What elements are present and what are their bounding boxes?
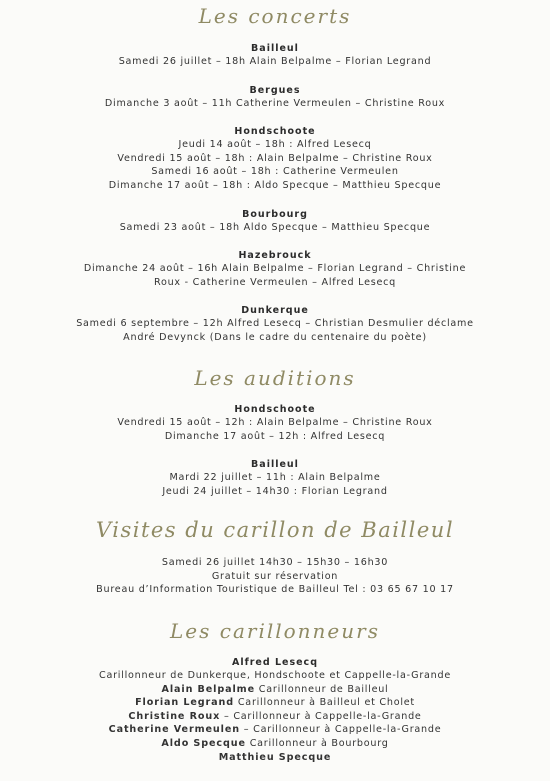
audition-line: Mardi 22 juillet – 11h : Alain Belpalme bbox=[169, 472, 381, 483]
concert-line: Dimanche 17 août – 18h : Aldo Specque – Matthieu Specque bbox=[108, 179, 442, 191]
town-name: Bailleul bbox=[251, 459, 299, 470]
concert-line: Roux - Catherine Vermeulen – Alfred Lesecq bbox=[154, 276, 396, 288]
concert-line: Samedi 6 septembre – 12h Alfred Lesecq – Christian Desmulier déclame bbox=[76, 318, 474, 329]
carillonneur-name: Aldo Specque bbox=[161, 737, 246, 749]
carillonneur-desc: Carillonneur à Bailleul et Cholet bbox=[234, 697, 415, 709]
town-name: Hazebrouck bbox=[238, 250, 312, 261]
carillonneur-desc: Carillonneur de Dunkerque, Hondschoote et Cappelle-la-Grande bbox=[99, 670, 451, 681]
concert-group-bergues bbox=[0, 84, 550, 111]
carillonneurs-list bbox=[0, 656, 550, 764]
audition-group-bailleul bbox=[0, 458, 550, 498]
carillonneur-name: Christine Roux bbox=[128, 710, 221, 722]
carillonneurs-title: Les carillonneurs bbox=[170, 619, 380, 643]
town-name: Bergues bbox=[249, 85, 301, 96]
concert-line: Samedi 26 juillet – 18h Alain Belpalme – Florian Legrand bbox=[118, 56, 432, 67]
town-name: Hondschoote bbox=[234, 404, 316, 415]
carillonneur-desc: – Carillonneur à Cappelle-la-Grande bbox=[239, 724, 442, 736]
carillonneur-entry bbox=[0, 683, 550, 697]
visites-info bbox=[0, 556, 550, 597]
carillonneur-entry bbox=[0, 696, 550, 710]
concert-group-bourbourg bbox=[0, 208, 550, 235]
audition-line: Vendredi 15 août – 12h : Alain Belpalme – Christine Roux bbox=[117, 417, 433, 428]
carillonneur-entry bbox=[0, 710, 550, 724]
concert-group-dunkerque bbox=[0, 304, 550, 344]
concert-line: Vendredi 15 août – 18h : Alain Belpalme – Christine Roux bbox=[117, 152, 433, 164]
audition-group-hondschoote bbox=[0, 403, 550, 443]
concert-line: Dimanche 3 août – 11h Catherine Vermeulen – Christine Roux bbox=[104, 98, 446, 109]
town-name: Dunkerque bbox=[241, 305, 309, 316]
concert-line: Samedi 16 août – 18h : Catherine Vermeulen bbox=[151, 166, 399, 178]
carillonneur-entry bbox=[0, 751, 550, 765]
audition-line: Dimanche 17 août – 12h : Alfred Lesecq bbox=[164, 430, 386, 442]
concert-line: André Devynck (Dans le cadre du centenaire du poète) bbox=[123, 331, 427, 343]
concert-group-hazebrouck bbox=[0, 249, 550, 289]
carillonneur-name: Matthieu Specque bbox=[218, 751, 332, 763]
visite-line: Bureau d’Information Touristique de Bailleul Tel : 03 65 67 10 17 bbox=[96, 584, 454, 596]
carillonneur-name: Florian Legrand bbox=[135, 697, 235, 709]
concert-line: Samedi 23 août – 18h Aldo Specque – Matthieu Specque bbox=[119, 222, 431, 233]
town-name: Bourbourg bbox=[242, 209, 308, 220]
carillonneur-entry bbox=[0, 737, 550, 751]
carillonneur-desc: Carillonneur de Bailleul bbox=[255, 683, 389, 695]
town-name: Hondschoote bbox=[234, 126, 316, 137]
auditions-title: Les auditions bbox=[194, 366, 356, 390]
carillonneur-desc: – Carillonneur à Cappelle-la-Grande bbox=[220, 710, 422, 722]
audition-line: Jeudi 24 juillet – 14h30 : Florian Legrand bbox=[162, 485, 388, 497]
concert-line: Dimanche 24 août – 16h Alain Belpalme – Florian Legrand – Christine bbox=[83, 263, 467, 274]
carillonneur-name: Alain Belpalme bbox=[161, 683, 255, 695]
visites-title: Visites du carillon de Bailleul bbox=[95, 518, 455, 542]
carillonneur-name: Alfred Lesecq bbox=[231, 657, 318, 668]
visite-line: Samedi 26 juillet 14h30 – 15h30 – 16h30 bbox=[161, 557, 389, 568]
carillonneur-entry bbox=[0, 723, 550, 737]
concert-line: Jeudi 14 août – 18h : Alfred Lesecq bbox=[178, 139, 372, 150]
concerts-title: Les concerts bbox=[198, 4, 352, 28]
carillonneur-desc: Carillonneur à Bourbourg bbox=[245, 737, 389, 749]
concert-group-hondschoote bbox=[0, 125, 550, 192]
town-name: Bailleul bbox=[251, 43, 299, 54]
concert-group-bailleul bbox=[0, 42, 550, 69]
visite-line: Gratuit sur réservation bbox=[211, 570, 339, 582]
carillonneur-name: Catherine Vermeulen bbox=[108, 724, 240, 736]
